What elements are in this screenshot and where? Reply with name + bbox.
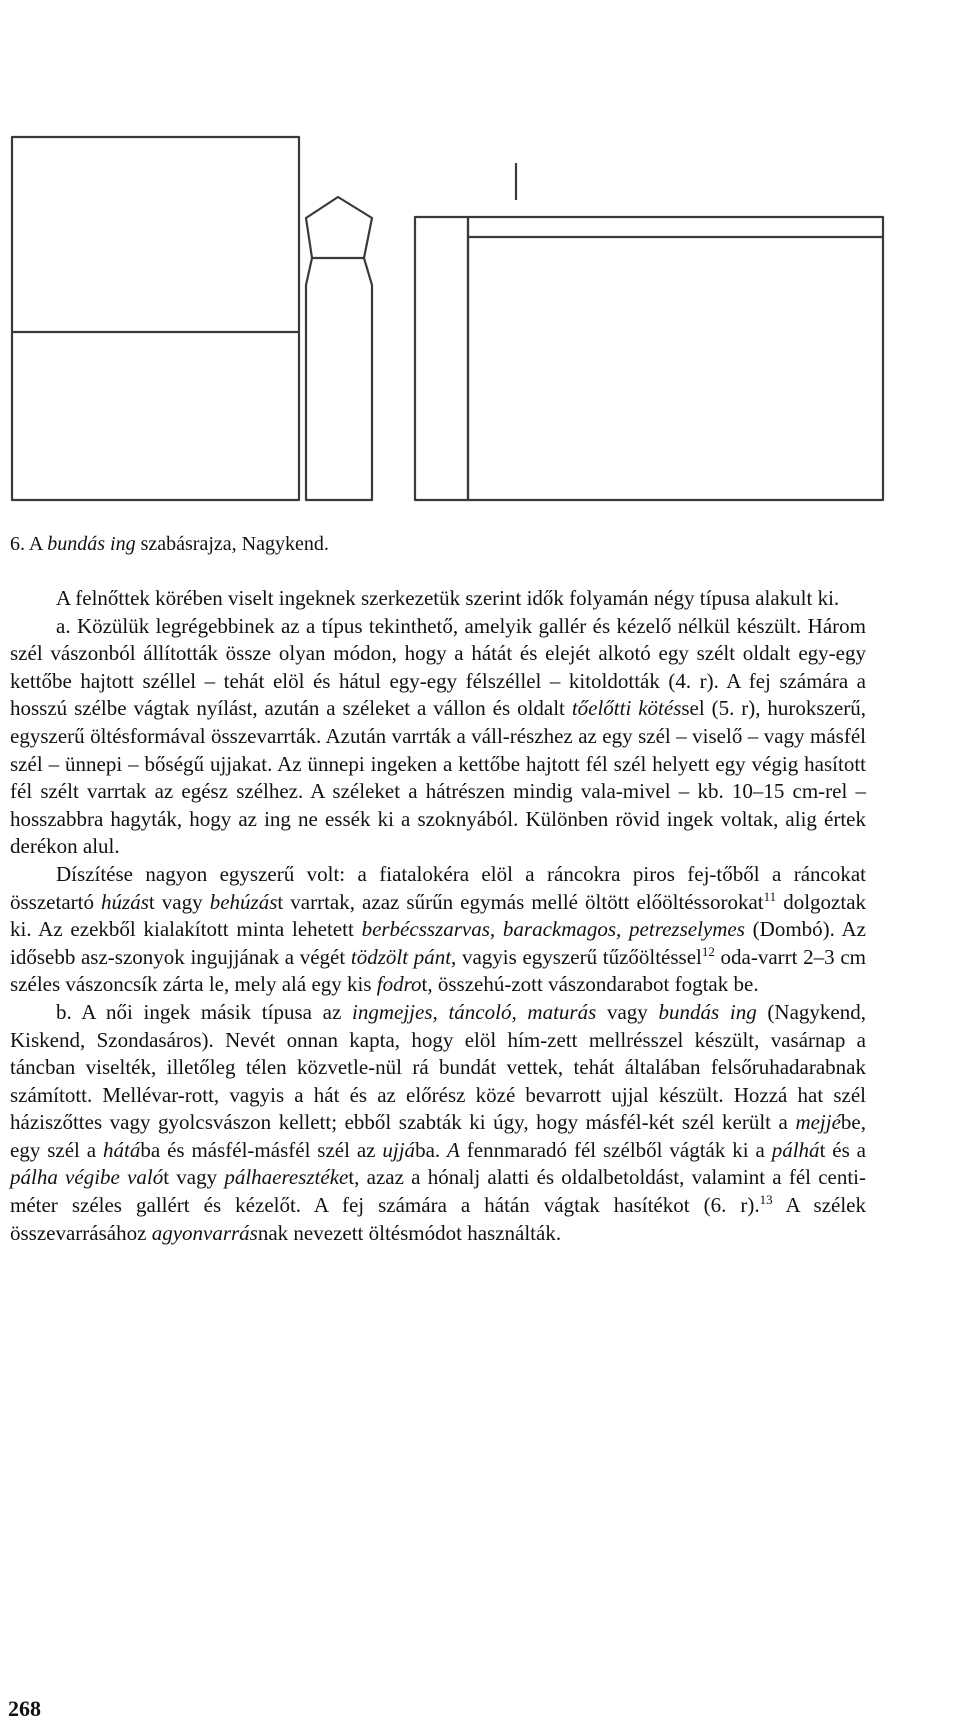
paragraph-type-a: a. Közülük legrégebbinek az a típus tekinthető, amelyik gallér és kézelő nélkül készült. Három szél vászonból állították össze olyan módon, hogy a hátát és elejét alkotó egy szélt oldalt egy-egy kettőbe hajtott széllel – tehát elöl és hátul egy-egy félszéllel – kitoldották (4. r). A fej számára a hosszú szélbe vágtak nyílást, azután a széleket a vállon és oldalt tőelőtti kötéssel (5. r), hurokszerű, egyszerű öltésformával összevarrták. Azután varrták a váll-részhez az egy szél – viselő – vagy másfél szél – ünnepi – bőségű ujjakat. Az ünnepi ingeken a kettőbe hajtott fél szél helyett egy végig hasított fél szélt varrtak az egész szélhez. A széleket a hátrészen mindig vala-mivel – kb. 10–15 cm-rel – hosszabbra hagyták, hogy az ing ne essék ki a szoknyából. Különben rövid ingek voltak, alig értek derékon alul.	[10, 613, 866, 859]
page-number: 268	[8, 1696, 41, 1721]
pattern-drawing	[0, 0, 960, 525]
body-text	[10, 585, 866, 1247]
right-panel	[468, 217, 883, 500]
paragraph-intro: A felnőttek körében viselt ingeknek szerkezetük szerint idők folyamán négy típusa alakult ki.	[56, 586, 840, 610]
left-panel	[12, 137, 299, 500]
collar-pentagon	[306, 197, 372, 258]
figure-caption: 6. A bundás ing szabásrajza, Nagykend.	[10, 533, 329, 555]
paragraph-decoration: Díszítése nagyon egyszerű volt: a fiatalokéra elöl a ráncokra piros fej-tőből a ráncokat összetartó húzást vagy behúzást varrtak, azaz sűrűn egymás mellé öltött előöltéssorokat$^{11}$ dolgoztak ki. Az ezekből kialakított minta lehetett berbécsszarvas, barackmagos, petrezselymes (Dombó). Az idősebb asz-szonyok ingujjának a végét tödzölt pánt, vagyis egyszerű tűzőöltéssel$^{12}$ oda-varrt 2–3 cm széles vászoncsík zárta le, mely alá egy kis fodrot, összehú-zott vászondarabot fogtak be.	[10, 861, 867, 997]
sleeve-strip	[306, 258, 372, 500]
center-strip	[415, 217, 468, 500]
paragraph-type-b: b. A női ingek másik típusa az ingmejjes, táncoló, maturás vagy bundás ing (Nagykend, Kiskend, Szondasáros). Nevét onnan kapta, hogy elöl hím-zett mellrésszel készült, vasárnap a táncban viselték, illetőleg télen közvetle-nül rá bundát vettek, tehát általában felsőruhadarabnak számított. Mellévar-rott, vagyis a hát és az előrész közé bevarrott ujjal készült. Hozzá hat szél háziszőttes vagy gyolcsvászon kellett; ebből szabták ki úgy, hogy másfél-két szél került a mejjébe, egy szél a hátába és másfél-másfél szél az ujjába. A fennmaradó fél szélből vágták ki a pálhát és a pálha végibe valót vagy pálhaeresztéket, azaz a hónalj alatti és oldalbetoldást, valamint a fél centi-méter széles gallért és kézelőt. A fej számára a hátán vágtak hasítékot (6. r).$^{13}$ A szélek összevarrásához agyonvarrásnak nevezett öltésmódot használták.	[10, 999, 867, 1245]
